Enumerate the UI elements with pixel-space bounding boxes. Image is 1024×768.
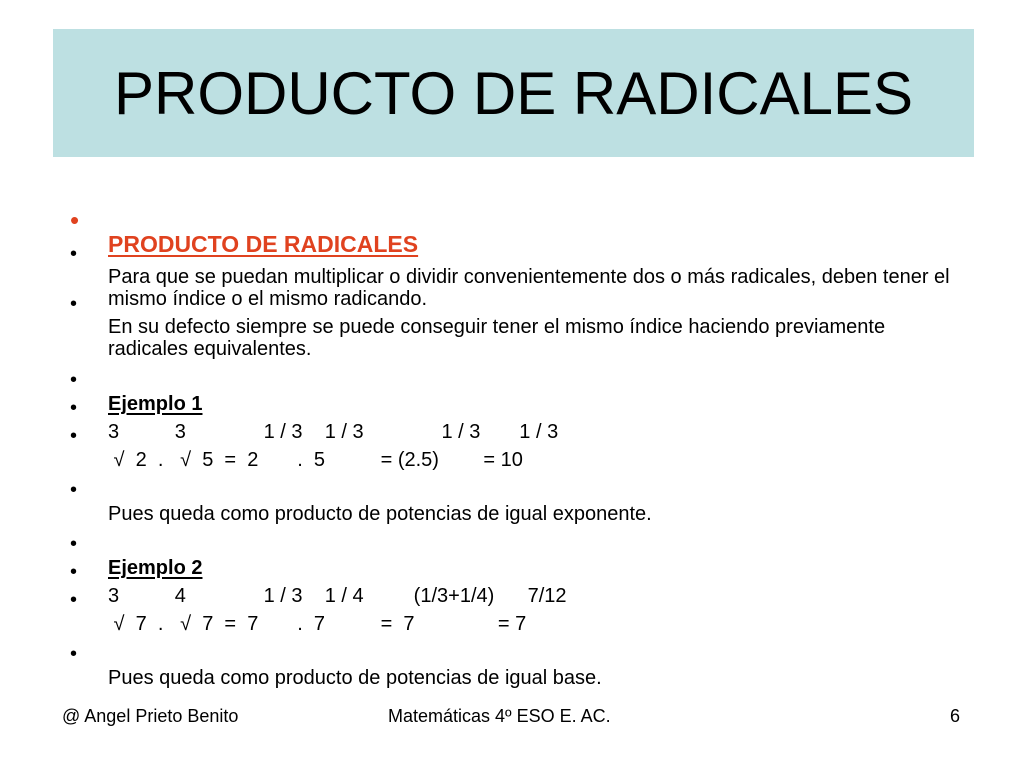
paragraph: En su defecto siempre se puede conseguir tener el mismo índice haciendo previamente radicales equivalentes. [108, 316, 886, 360]
bullet: • [70, 533, 78, 555]
page-number: 6 [950, 706, 961, 726]
radical-expression: √ 7 . √ 7 = 7 . 7 = 7 = 7 [108, 613, 527, 635]
list-item [70, 618, 950, 714]
bullet: • [70, 293, 78, 315]
example-heading: Ejemplo 1 [108, 393, 203, 415]
bullet: • [70, 425, 78, 447]
bullet: • [70, 243, 78, 265]
exponent-row: 3 3 1 / 3 1 / 3 1 / 3 1 / 3 [108, 421, 559, 443]
bullet: • [70, 589, 78, 611]
bullet: • [70, 205, 80, 235]
title-band [53, 29, 974, 157]
exponent-row: 3 4 1 / 3 1 / 4 (1/3+1/4) 7/12 [108, 585, 567, 607]
section-heading: PRODUCTO DE RADICALES [108, 231, 419, 257]
example-heading: Ejemplo 2 [108, 557, 203, 579]
footer-course: Matemáticas 4º ESO E. AC. [388, 706, 611, 726]
slide-title: PRODUCTO DE RADICALES [113, 59, 914, 127]
explanation: Pues queda como producto de potencias de igual base. [108, 667, 602, 689]
bullet: • [70, 561, 78, 583]
bullet: • [70, 643, 78, 665]
radical-expression: √ 2 . √ 5 = 2 . 5 = (2.5) = 10 [108, 449, 523, 471]
explanation: Pues queda como producto de potencias de igual exponente. [108, 503, 652, 525]
bullet: • [70, 479, 78, 501]
paragraph: Para que se puedan multiplicar o dividir convenientemente dos o más radicales, deben tener el mismo índice o el mismo radicando. [108, 266, 950, 310]
footer-author: @ Angel Prieto Benito [62, 706, 239, 726]
bullet: • [70, 369, 78, 391]
bullet: • [70, 397, 78, 419]
